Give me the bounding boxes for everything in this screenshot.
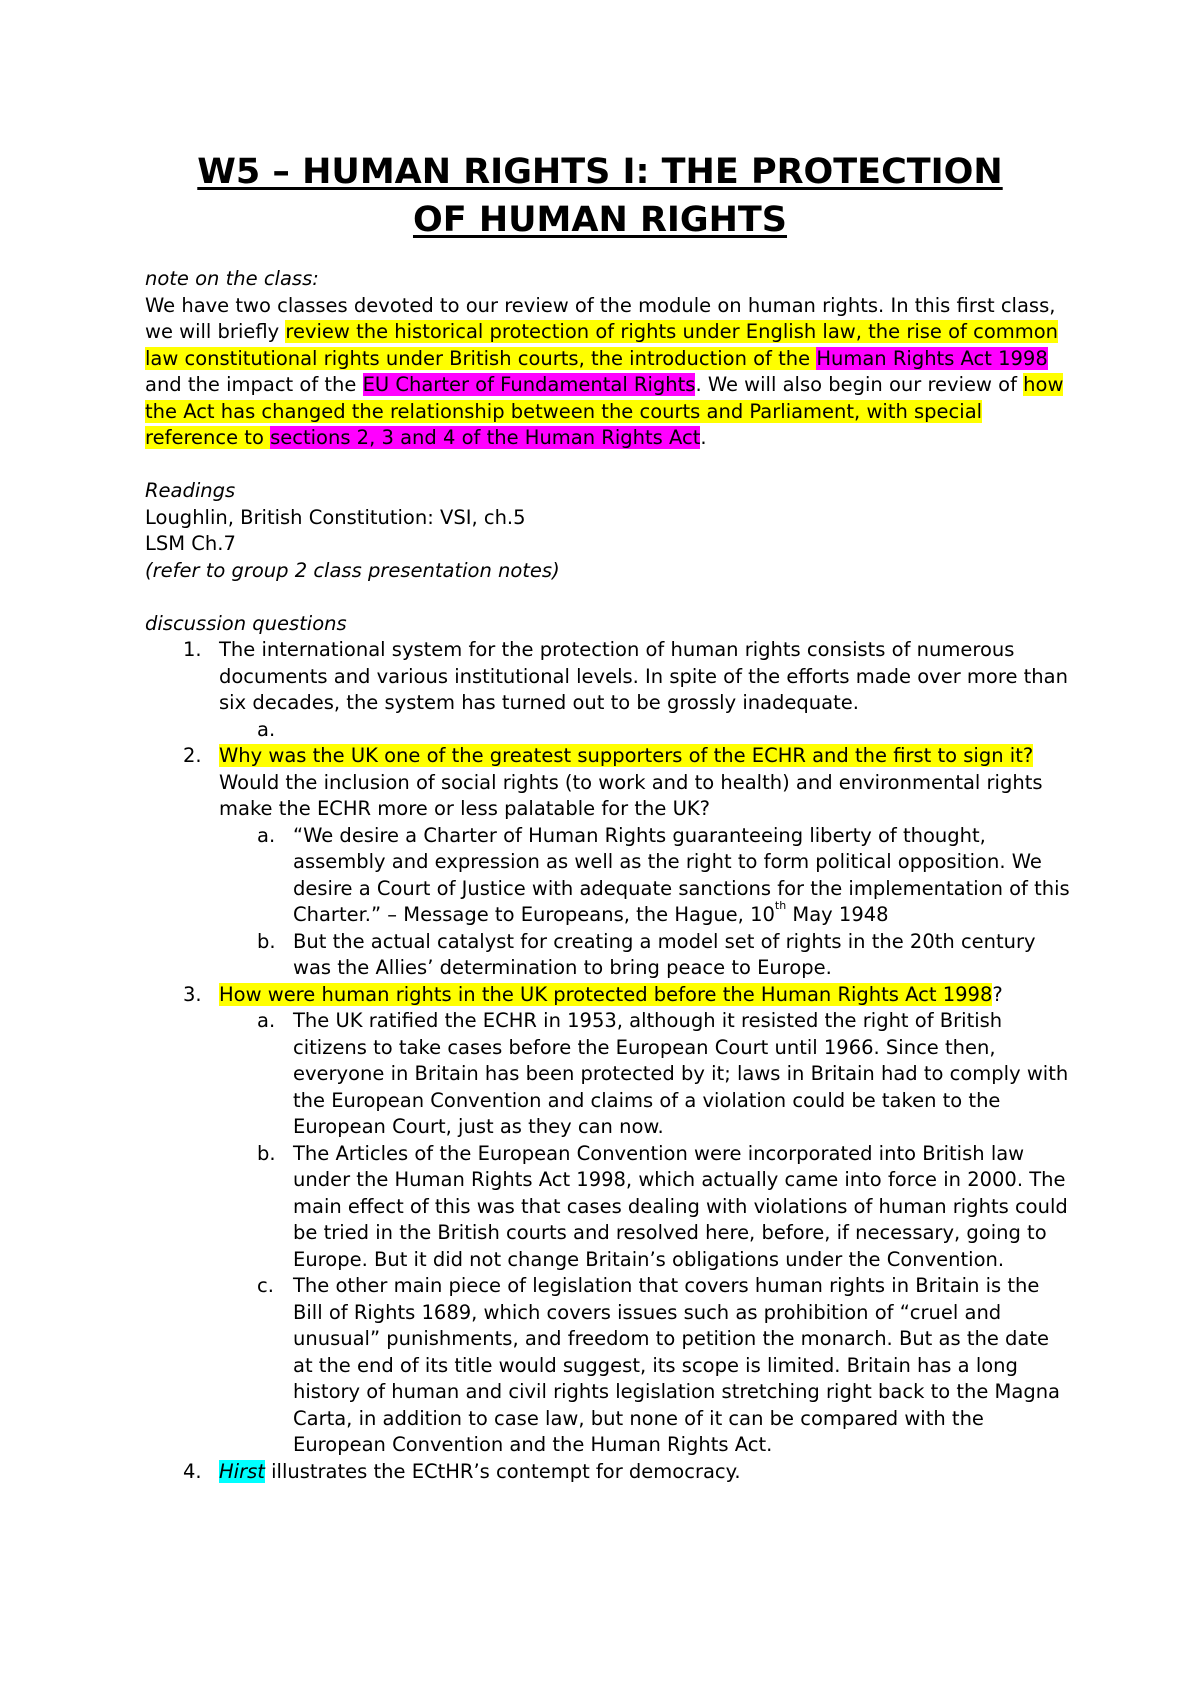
note-highlight-2: how the Act has changed the relationship between the courts and Parliament, with special reference to [145,373,1064,449]
question-text: The international system for the protection of human rights consists of numerous documents and various institutional levels. In spite of the efforts made over more than six decades, the system has turned out to be grossly inadequate. [219,638,1068,714]
note-text-2: and the impact of the [145,373,363,396]
question-item [183,637,1070,743]
note-paragraph [145,293,1070,452]
note-highlight-sections: sections 2, 3 and 4 of the Human Rights Act [270,426,701,449]
sub-label: a. [257,717,276,741]
question-number: 3. [183,982,202,1006]
reading-item: Loughlin, British Constitution: VSI, ch.5 [145,505,526,529]
reading-item: LSM Ch.7 [145,532,236,555]
note-text-3: . We will also begin our review of [695,373,1024,396]
document-body [145,266,1070,1485]
sub-list [219,717,1070,744]
title-line-2: OF HUMAN RIGHTS [412,200,788,240]
sub-item [257,1141,1070,1274]
sub-text: But the actual catalyst for creating a model set of rights in the 20th century was the Allies’ determination to bring peace to Europe. [293,929,1036,979]
question-item [183,1459,1070,1486]
question-text: illustrates the ECtHR’s contempt for democracy. [264,1459,741,1483]
question-number: 1. [183,638,202,661]
title-line-1: W5 – HUMAN RIGHTS I: THE PROTECTION [197,152,1003,192]
case-name-highlight: Hirst [219,1459,265,1483]
note-text-1: We have two classes devoted to our review of the module on human rights. In this first class, we will briefly [145,293,1056,343]
question-number: 2. [183,744,202,767]
note-heading: note on the class: [145,267,319,290]
sub-label: b. [257,1141,276,1165]
sub-label: a. [257,823,276,847]
sub-list [219,823,1070,982]
readings-heading: Readings [145,479,236,502]
question-text: ? [992,982,1003,1006]
question-item [183,982,1070,1459]
reading-note: (refer to group 2 class presentation notes) [145,558,560,582]
question-highlight: Why was the UK one of the greatest supporters of the ECHR and the first to sign it? [219,744,1034,767]
superscript: th [774,899,787,912]
sub-label: a. [257,1009,276,1032]
sub-text: The Articles of the European Convention were incorporated into British law under the Human Rights Act 1998, which actually came into force in 2000. The main effect of this was that cases dealing with violations of human rights could be tried in the British courts and resolved here, before, if necessary, going to Europe. But it did not change Britain’s obligations under the Convention. [293,1141,1068,1271]
sub-item [257,929,1070,982]
question-number: 4. [183,1459,202,1483]
note-text-4: . [700,426,707,449]
sub-item [257,1273,1070,1459]
note-highlight-charter: EU Charter of Fundamental Rights [362,373,696,396]
sub-item [257,823,1070,929]
sub-label: c. [257,1274,274,1297]
sub-list [219,1008,1070,1459]
question-item [183,743,1070,982]
sub-text-end: May 1948 [786,903,889,926]
note-highlight-1: review the historical protection of rights under English law, the rise of common law constitutional rights under British courts, the introduction of the [145,320,1059,370]
note-highlight-hra: Human Rights Act 1998 [816,346,1048,370]
sub-text: “We desire a Charter of Human Rights guaranteeing liberty of thought, assembly and expression as well as the right to form political opposition. We desire a Court of Justice with adequate sanctions for the implementation of this Charter.” – Message to Europeans, the Hague, 10 [293,823,1070,926]
sub-item [257,717,1070,744]
question-text: Would the inclusion of social rights (to work and to health) and environmental rights make the ECHR more or less palatable for the UK? [219,770,1043,820]
sub-item [257,1008,1070,1141]
sub-text: The UK ratified the ECHR in 1953, although it resisted the right of British citizens to take cases before the European Court until 1966. Since then, everyone in Britain has been protected by it; laws in Britain had to comply with the European Convention and claims of a violation could be taken to the European Court, just as they can now. [293,1009,1069,1138]
sub-label: b. [257,929,276,953]
discussion-heading: discussion questions [145,611,347,635]
question-highlight: How were human rights in the UK protected before the Human Rights Act 1998 [219,982,993,1006]
sub-text: The other main piece of legislation that covers human rights in Britain is the Bill of Rights 1689, which covers issues such as prohibition of “cruel and unusual” punishments, and freedom to petition the monarch. But as the date at the end of its title would suggest, its scope is limited. Britain has a long history of human and civil rights legislation stretching right back to the Magna Carta, in addition to case law, but none of it can be compared with the European Convention and the Human Rights Act. [293,1274,1061,1456]
document-title [100,148,1100,244]
question-list [145,637,1070,1485]
